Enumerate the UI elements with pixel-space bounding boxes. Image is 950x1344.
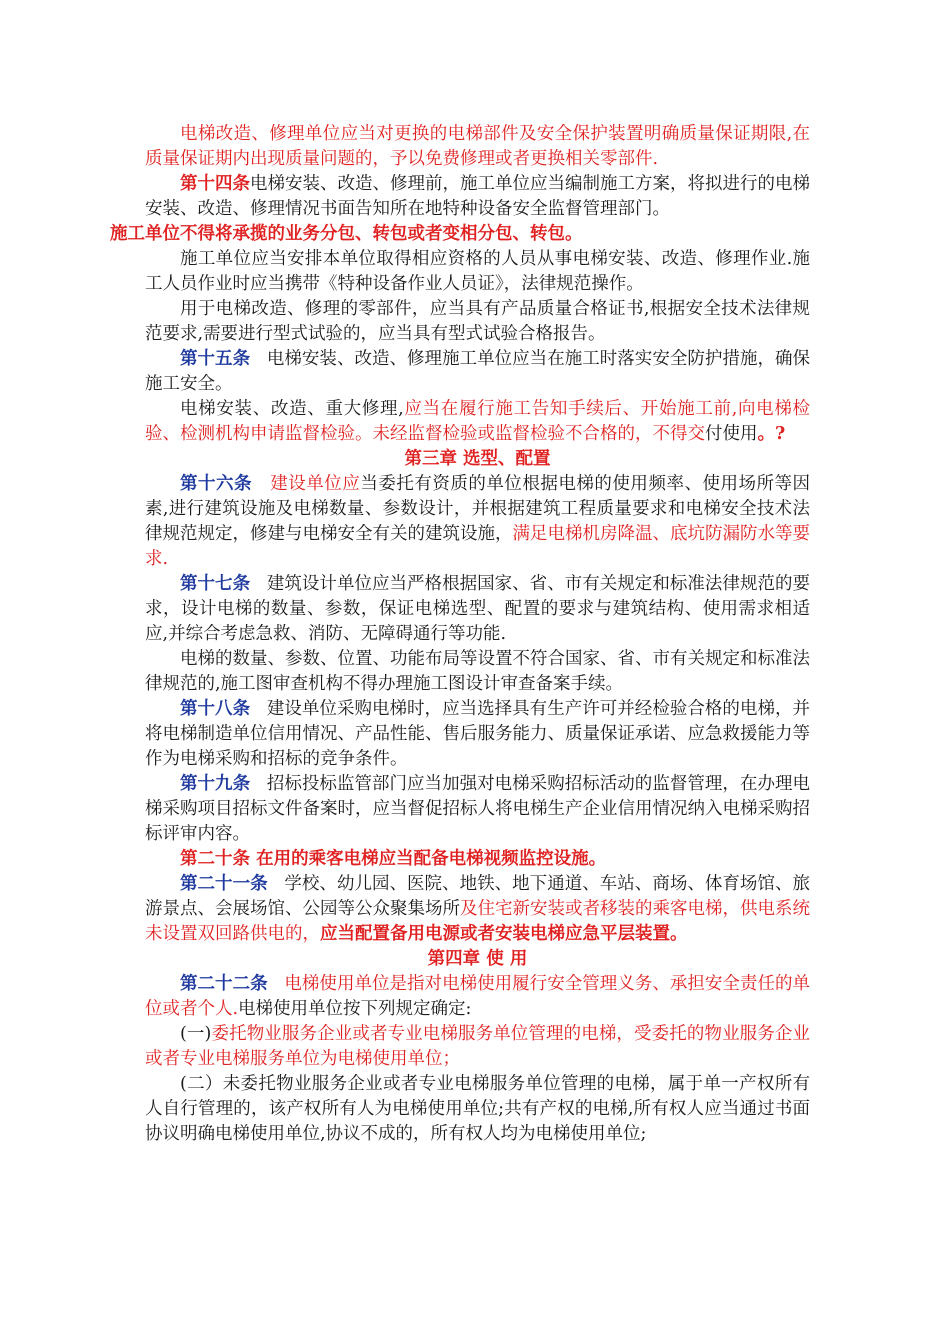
chapter-3-title: 第三章 选型、配置 — [404, 449, 551, 469]
article-17: 第十七条 建筑设计单位应当严格根据国家、省、市有关规定和标准法律规范的要求，设计电梯的数量、参数，保证电梯选型、配置的要求与建筑结构、使用需求相适应,并综合考虑急救、消防、无障碍通行等功能. — [145, 574, 811, 644]
article-label: 第十八条 — [180, 699, 251, 719]
article-14: 第十四条电梯安装、改造、修理前，施工单位应当编制施工方案，将拟进行的电梯安装、改造、修理情况书面告知所在地特种设备安全监督管理部门。 施工单位不得将承揽的业务分包、转包或者变相分包、转包。 — [110, 174, 810, 244]
paragraph-warranty: 电梯改造、修理单位应当对更换的电梯部件及安全保护装置明确质量保证期限,在质量保证期内出现质量问题的，予以免费修理或者更换相关零部件. — [145, 124, 810, 169]
article-22: 第二十二条 电梯使用单位是指对电梯使用履行安全管理义务、承担安全责任的单位或者个人.电梯使用单位按下列规定确定: — [145, 974, 810, 1019]
paragraph-parts: 用于电梯改造、修理的零部件，应当具有产品质量合格证书,根据安全技术法律规范要求,需要进行型式试验的，应当具有型式试验合格报告。 — [145, 299, 810, 344]
article-20: 第二十条 在用的乘客电梯应当配备电梯视频监控设施。 — [180, 849, 607, 869]
article-label: 第二十二条 — [180, 974, 268, 994]
article-15: 第十五条 电梯安装、改造、修理施工单位应当在施工时落实安全防护措施，确保施工安全。 — [145, 349, 811, 394]
paragraph-inspection: 电梯安装、改造、重大修理,应当在履行施工告知手续后、开始施工前,向电梯检验、检测机构申请监督检验。未经监督检验或监督检验不合格的，不得交付使用。? — [145, 399, 811, 444]
article-19: 第十九条 招标投标监管部门应当加强对电梯采购招标活动的监督管理，在办理电梯采购项目招标文件备案时，应当督促招标人将电梯生产企业信用情况纳入电梯采购招标评审内容。 — [145, 774, 811, 844]
paragraph-personnel: 施工单位应当安排本单位取得相应资格的人员从事电梯安装、改造、修理作业.施工人员作业时应当携带《特种设备作业人员证》，法律规范操作。 — [145, 249, 810, 294]
paragraph-design: 电梯的数量、参数、位置、功能布局等设置不符合国家、省、市有关规定和标准法律规范的,施工图审查机构不得办理施工图设计审查备案手续。 — [145, 649, 810, 694]
article-label: 第十四条 — [180, 174, 250, 194]
article-18: 第十八条 建设单位采购电梯时，应当选择具有生产许可并经检验合格的电梯，并将电梯制造单位信用情况、产品性能、售后服务能力、质量保证承诺、应急救援能力等作为电梯采购和招标的竞争条件。 — [145, 699, 811, 769]
article-label: 第二十一条 — [180, 874, 268, 894]
list-item-2: (二）未委托物业服务企业或者专业电梯服务单位管理的电梯，属于单一产权所有人自行管理的，该产权所有人为电梯使用单位;共有产权的电梯,所有权人应当通过书面协议明确电梯使用单位,协议不成的，所有权人均为电梯使用单位; — [145, 1074, 810, 1144]
article-label: 第十九条 — [180, 774, 251, 794]
article-label: 第十七条 — [180, 574, 251, 594]
article-16: 第十六条 建设单位应当委托有资质的单位根据电梯的使用频率、使用场所等因素,进行建筑设施及电梯数量、参数设计，并根据建筑工程质量要求和电梯安全技术法律规范规定，修建与电梯安全有关的建筑设施，满足电梯机房降温、底坑防漏防水等要求. — [145, 474, 811, 569]
document-page — [110, 122, 811, 1147]
list-item-1: (一)委托物业服务企业或者专业电梯服务单位管理的电梯，受委托的物业服务企业或者专业电梯服务单位为电梯使用单位； — [145, 1024, 811, 1069]
article-21: 第二十一条 学校、幼儿园、医院、地铁、地下通道、车站、商场、体育场馆、旅游景点、会展场馆、公园等公众聚集场所及住宅新安装或者移装的乘客电梯，供电系统未设置双回路供电的，应当配置备用电源或者安装电梯应急平层装置。 — [145, 874, 810, 944]
article-label: 第十五条 — [180, 349, 251, 369]
article-label: 第十六条 — [180, 474, 253, 494]
chapter-4-title: 第四章 使 用 — [427, 949, 528, 969]
